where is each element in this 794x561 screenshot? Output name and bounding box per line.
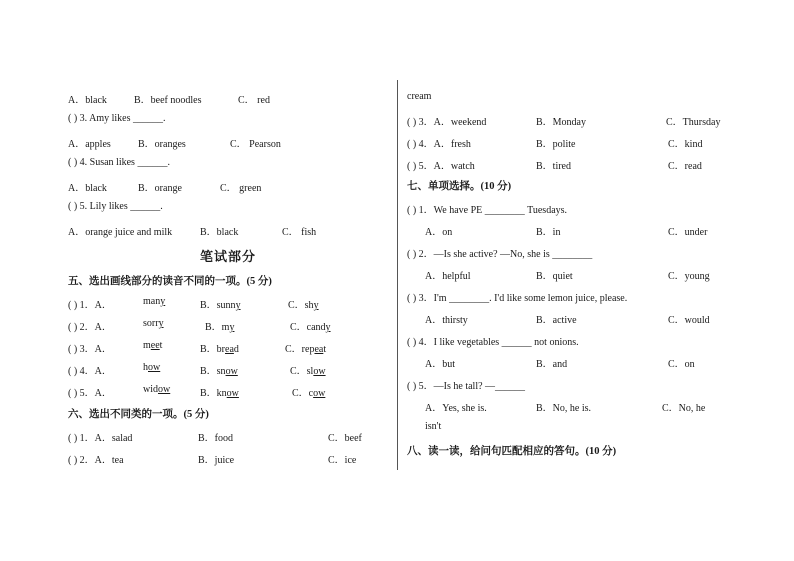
option-b: B．orange (138, 183, 182, 194)
question-5: ( ) 5. Lily likes ______. (68, 201, 163, 212)
q5-options (0, 223, 396, 239)
written-section-title: 笔试部分 (200, 249, 257, 264)
option-b: B．beef noodles (134, 95, 202, 106)
sec5-item-3: ( ) 3．A． meet B．bread C．repeat (68, 340, 327, 355)
sec7-q2-options: A．helpful B．quiet C．young (425, 271, 710, 282)
option-b: B．black (200, 227, 239, 238)
sec6-item-5: ( ) 5．A．watch B．tired C．read (407, 161, 702, 172)
sec6-item-3: ( ) 3．A．weekend B．Monday C．Thursday (407, 117, 721, 128)
q3-options (0, 135, 396, 151)
sec7-q1-options: A．on B．in C．under (425, 227, 708, 238)
section-6-heading: 六、选出不同类的一项。(5 分) (68, 409, 209, 420)
sec7-question-3: ( ) 3．I'm ________. I'd like some lemon juice, please. (407, 293, 628, 304)
column-divider (397, 80, 398, 470)
option-c: C． Pearson (230, 139, 281, 150)
option-c: C． fish (282, 227, 317, 238)
sec5-item-1: ( ) 1．A． many B．sunny C．shy (68, 296, 319, 311)
sec7-q5-options: A．Yes, she is. B．No, he is. C．No, he (425, 403, 706, 414)
question-3: ( ) 3. Amy likes ______. (68, 113, 166, 124)
section-8-heading: 八、读一读，给问句匹配相应的答句。(10 分) (407, 446, 617, 457)
sec7-q5-continuation: isn't (425, 421, 442, 432)
section-7-heading: 七、单项选择。(10 分) (407, 181, 512, 192)
option-b: B．oranges (138, 139, 186, 150)
sec7-question-4: ( ) 4．I like vegetables ______ not onions. (407, 337, 579, 348)
q2-options (0, 91, 396, 107)
sec5-item-2: ( ) 2．A． sorry B．my C．candy (68, 318, 331, 333)
sec6-item-2: ( ) 2．A．tea B．juice C．ice (68, 455, 357, 466)
option-a: A．orange juice and milk (68, 227, 173, 238)
cream-continuation: cream (407, 91, 432, 102)
sec7-q3-options: A．thirsty B．active C．would (425, 315, 710, 326)
sec5-item-4: ( ) 4．A． how B．snow C．slow (68, 362, 326, 377)
sec7-question-5: ( ) 5．—Is he tall? —______ (407, 381, 526, 392)
option-c: C． red (238, 95, 270, 106)
sec7-question-2: ( ) 2．—Is she active? —No, she is ________ (407, 249, 593, 260)
option-c: C． green (220, 183, 262, 194)
sec7-q4-options: A．but B．and C．on (425, 359, 695, 370)
option-a: A．black (68, 183, 107, 194)
sec6-item-1: ( ) 1．A．salad B．food C．beef (68, 433, 362, 444)
sec6-item-4: ( ) 4．A．fresh B．polite C．kind (407, 139, 703, 150)
sec7-question-1: ( ) 1．We have PE ________ Tuesdays. (407, 205, 568, 216)
sec5-item-5: ( ) 5．A． widow B．know C．cow (68, 384, 326, 399)
question-4: ( ) 4. Susan likes ______. (68, 157, 170, 168)
option-a: A．black (68, 95, 107, 106)
section-5-heading: 五、选出画线部分的读音不同的一项。(5 分) (68, 276, 272, 287)
q4-options (0, 179, 396, 195)
option-a: A．apples (68, 139, 111, 150)
